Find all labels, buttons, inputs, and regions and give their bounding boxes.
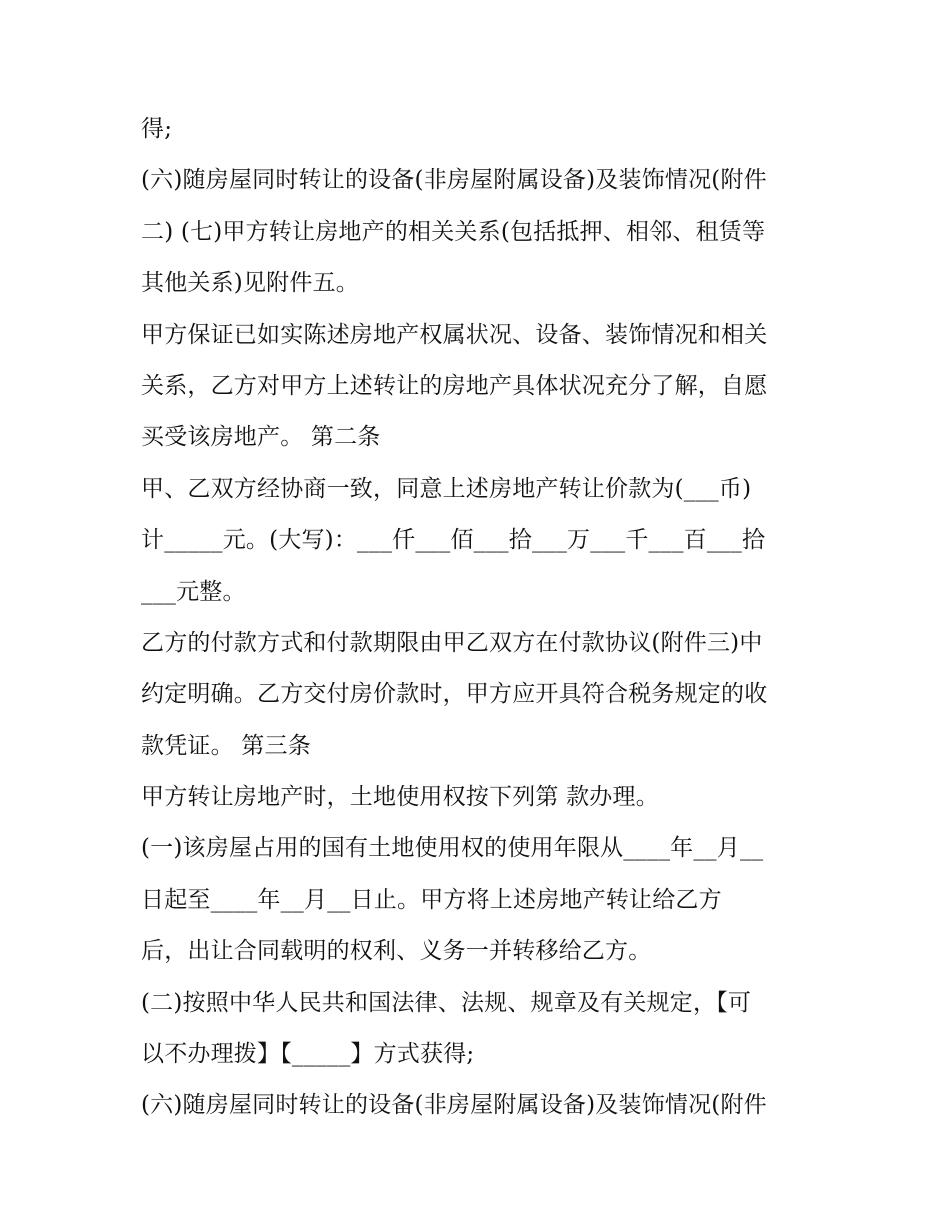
text-line: 后，出让合同载明的权利、义务一并转移给乙方。 xyxy=(141,938,652,965)
text-line: (一)该房屋占用的国有土地使用权的使用年限从____年__月__ xyxy=(141,835,764,862)
text-line: 甲方保证已如实陈述房地产权属状况、设备、装饰情况和相关 xyxy=(141,321,768,348)
text-line: ___元整。 xyxy=(141,578,246,605)
text-line: 甲方转让房地产时，土地使用权按下列第 款办理。 xyxy=(141,784,659,811)
text-line: 其他关系)见附件五。 xyxy=(141,270,359,297)
text-line: 约定明确。乙方交付房价款时，甲方应开具符合税务规定的收 xyxy=(141,681,768,708)
text-line: 买受该房地产。 第二条 xyxy=(141,424,381,451)
text-line: (六)随房屋同时转让的设备(非房屋附属设备)及装饰情况(附件 xyxy=(141,167,767,194)
text-line: 日起至____年__月__日止。甲方将上述房地产转让给乙方 xyxy=(141,886,722,913)
contract-text-body xyxy=(141,104,821,1132)
text-line: 乙方的付款方式和付款期限由甲乙双方在付款协议(附件三)中 xyxy=(141,629,763,656)
text-line: 计_____元。(大写)：___仟___佰___拾___万___千___百___拾 xyxy=(141,527,766,554)
text-line: 以不办理拨】【_____】方式获得; xyxy=(141,1041,475,1068)
text-line: 甲、乙双方经协商一致，同意上述房地产转让价款为(___币) xyxy=(141,475,752,502)
text-line: 二) (七)甲方转让房地产的相关关系(包括抵押、相邻、租赁等 xyxy=(141,218,766,245)
text-line: 关系，乙方对甲方上述转让的房地产具体状况充分了解，自愿 xyxy=(141,372,768,399)
text-line: 得; xyxy=(141,116,173,142)
text-line: 款凭证。 第三条 xyxy=(141,732,311,759)
text-line: (二)按照中华人民共和国法律、法规、规章及有关规定，【可 xyxy=(141,989,752,1016)
text-line: (六)随房屋同时转让的设备(非房屋附属设备)及装饰情况(附件 xyxy=(141,1092,767,1119)
